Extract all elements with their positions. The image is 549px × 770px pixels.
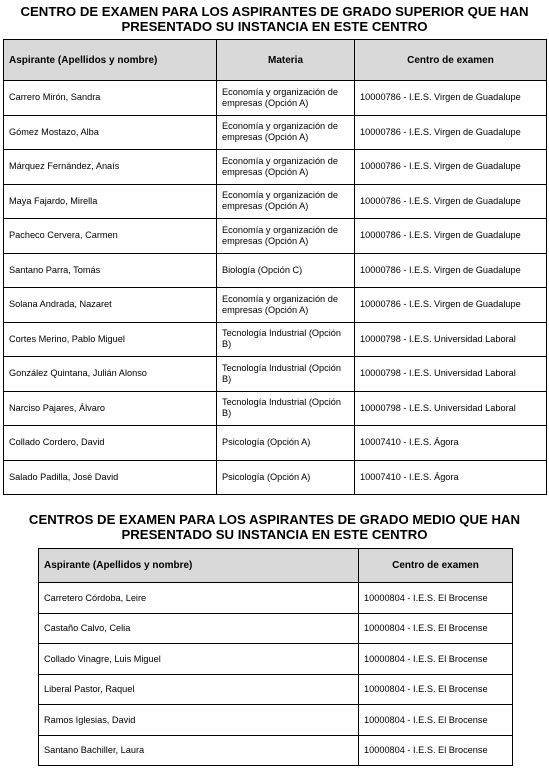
cell-materia: Economía y organización de empresas (Opción A) bbox=[217, 115, 355, 150]
cell-materia: Tecnología Industrial (Opción B) bbox=[217, 322, 355, 357]
cell-centro: 10000804 - I.E.S. El Brocense bbox=[359, 613, 513, 644]
cell-aspirante: Collado Vinagre, Luis Miguel bbox=[39, 644, 359, 675]
cell-centro: 10000804 - I.E.S. El Brocense bbox=[359, 583, 513, 614]
cell-centro: 10000804 - I.E.S. El Brocense bbox=[359, 735, 513, 766]
cell-materia: Tecnología Industrial (Opción B) bbox=[217, 391, 355, 426]
cell-centro: 10007410 - I.E.S. Ágora bbox=[355, 426, 547, 461]
table-row bbox=[4, 391, 547, 426]
table-row bbox=[4, 253, 547, 288]
table-row bbox=[4, 357, 547, 392]
column-header-aspirante: Aspirante (Apellidos y nombre) bbox=[39, 549, 359, 583]
cell-aspirante: Maya Fajardo, Mirella bbox=[4, 184, 217, 219]
column-header-materia: Materia bbox=[217, 40, 355, 81]
grado-medio-table-body bbox=[39, 583, 513, 766]
table-row bbox=[39, 613, 513, 644]
table-row bbox=[4, 115, 547, 150]
cell-aspirante: Carrero Mirón, Sandra bbox=[4, 81, 217, 116]
cell-aspirante: Cortes Merino, Pablo Miguel bbox=[4, 322, 217, 357]
cell-centro: 10000786 - I.E.S. Virgen de Guadalupe bbox=[355, 115, 547, 150]
cell-aspirante: Salado Padilla, José David bbox=[4, 460, 217, 495]
table-header-row bbox=[39, 549, 513, 583]
grado-superior-table-body bbox=[4, 81, 547, 495]
table-row bbox=[4, 460, 547, 495]
table-row bbox=[4, 184, 547, 219]
cell-materia: Economía y organización de empresas (Opción A) bbox=[217, 288, 355, 323]
cell-aspirante: Castaño Calvo, Celia bbox=[39, 613, 359, 644]
table-row bbox=[39, 674, 513, 705]
cell-centro: 10000804 - I.E.S. El Brocense bbox=[359, 644, 513, 675]
table-row bbox=[4, 322, 547, 357]
table-row bbox=[39, 583, 513, 614]
cell-aspirante: Márquez Fernández, Anaís bbox=[4, 150, 217, 185]
cell-centro: 10000786 - I.E.S. Virgen de Guadalupe bbox=[355, 184, 547, 219]
cell-centro: 10000786 - I.E.S. Virgen de Guadalupe bbox=[355, 150, 547, 185]
cell-aspirante: Solana Andrada, Nazaret bbox=[4, 288, 217, 323]
cell-centro: 10000786 - I.E.S. Virgen de Guadalupe bbox=[355, 219, 547, 254]
table-row bbox=[4, 81, 547, 116]
cell-aspirante: Narciso Pajares, Álvaro bbox=[4, 391, 217, 426]
table-row bbox=[39, 644, 513, 675]
grado-superior-title: CENTRO DE EXAMEN PARA LOS ASPIRANTES DE GRADO SUPERIOR QUE HAN PRESENTADO SU INSTANCIA EN ESTE CENTRO bbox=[20, 4, 529, 34]
cell-materia: Tecnología Industrial (Opción B) bbox=[217, 357, 355, 392]
table-row bbox=[4, 288, 547, 323]
cell-aspirante: Santano Parra, Tomás bbox=[4, 253, 217, 288]
column-header-aspirante: Aspirante (Apellidos y nombre) bbox=[4, 40, 217, 81]
grado-medio-title: CENTROS DE EXAMEN PARA LOS ASPIRANTES DE GRADO MEDIO QUE HAN PRESENTADO SU INSTANCIA EN ESTE CENTRO bbox=[28, 512, 521, 542]
cell-centro: 10000786 - I.E.S. Virgen de Guadalupe bbox=[355, 253, 547, 288]
table-row bbox=[4, 150, 547, 185]
cell-aspirante: Santano Bachiller, Laura bbox=[39, 735, 359, 766]
cell-materia: Psicología (Opción A) bbox=[217, 460, 355, 495]
cell-centro: 10000798 - I.E.S. Universidad Laboral bbox=[355, 322, 547, 357]
cell-materia: Psicología (Opción A) bbox=[217, 426, 355, 461]
cell-centro: 10007410 - I.E.S. Ágora bbox=[355, 460, 547, 495]
cell-aspirante: Gómez Mostazo, Alba bbox=[4, 115, 217, 150]
cell-centro: 10000786 - I.E.S. Virgen de Guadalupe bbox=[355, 288, 547, 323]
table-row bbox=[39, 735, 513, 766]
cell-centro: 10000798 - I.E.S. Universidad Laboral bbox=[355, 391, 547, 426]
cell-materia: Economía y organización de empresas (Opción A) bbox=[217, 219, 355, 254]
cell-centro: 10000804 - I.E.S. El Brocense bbox=[359, 674, 513, 705]
column-header-centro: Centro de examen bbox=[355, 40, 547, 81]
cell-aspirante: Pacheco Cervera, Carmen bbox=[4, 219, 217, 254]
table-row bbox=[39, 705, 513, 736]
table-row bbox=[4, 426, 547, 461]
cell-materia: Economía y organización de empresas (Opción A) bbox=[217, 184, 355, 219]
grado-medio-table bbox=[38, 548, 513, 766]
cell-aspirante: Carretero Córdoba, Leire bbox=[39, 583, 359, 614]
cell-aspirante: González Quintana, Julián Alonso bbox=[4, 357, 217, 392]
cell-centro: 10000804 - I.E.S. El Brocense bbox=[359, 705, 513, 736]
cell-aspirante: Collado Cordero, David bbox=[4, 426, 217, 461]
table-row bbox=[4, 219, 547, 254]
cell-aspirante: Ramos Iglesias, David bbox=[39, 705, 359, 736]
cell-materia: Economía y organización de empresas (Opción A) bbox=[217, 150, 355, 185]
cell-aspirante: Liberal Pastor, Raquel bbox=[39, 674, 359, 705]
column-header-centro: Centro de examen bbox=[359, 549, 513, 583]
cell-centro: 10000786 - I.E.S. Virgen de Guadalupe bbox=[355, 81, 547, 116]
grado-superior-table bbox=[3, 39, 547, 495]
table-header-row bbox=[4, 40, 547, 81]
cell-centro: 10000798 - I.E.S. Universidad Laboral bbox=[355, 357, 547, 392]
cell-materia: Biología (Opción C) bbox=[217, 253, 355, 288]
cell-materia: Economía y organización de empresas (Opción A) bbox=[217, 81, 355, 116]
